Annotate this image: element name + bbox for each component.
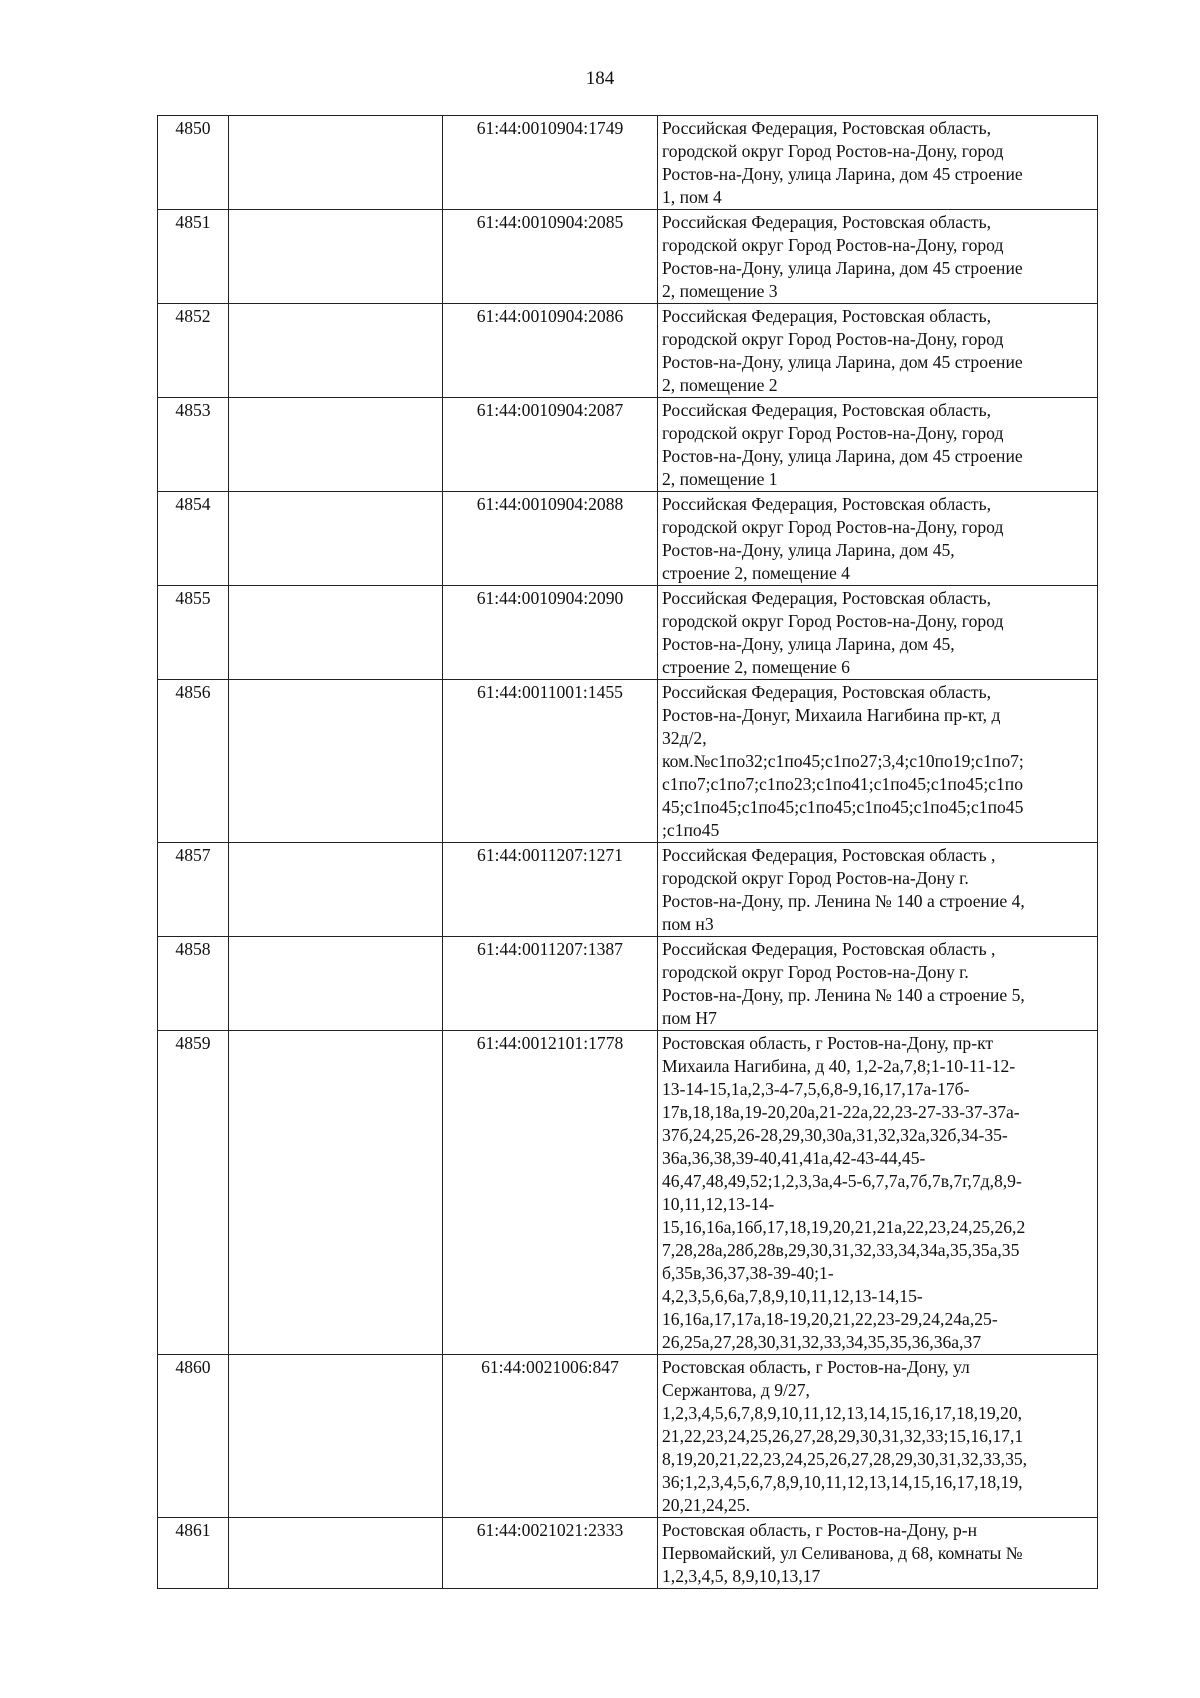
- address-cell: [658, 210, 1098, 304]
- empty-cell: [229, 937, 443, 1031]
- address-line: 2, помещение 2: [662, 375, 778, 395]
- address-cell: [658, 843, 1098, 937]
- address-line: городской округ Город Ростов-на-Дону, город: [662, 611, 1004, 631]
- address-line: Ростов-на-Дону, улица Ларина, дом 45 строение: [662, 258, 1023, 278]
- address-line: Российская Федерация, Ростовская область,: [662, 494, 992, 514]
- address-line: с1по7;с1по7;с1по23;с1по41;с1по45;с1по45;с1по: [662, 774, 1024, 794]
- address-line: Ростов-на-Донуг, Михаила Нагибина пр-кт, д: [662, 705, 1001, 725]
- address-line: 45;с1по45;с1по45;с1по45;с1по45;с1по45;с1по45: [662, 797, 1024, 817]
- address-line: пом Н7: [662, 1008, 717, 1028]
- empty-cell: [229, 680, 443, 843]
- address-line: 21,22,23,24,25,26,27,28,29,30,31,32,33;15,16,17,1: [662, 1426, 1024, 1446]
- address-line: строение 2, помещение 6: [662, 657, 850, 677]
- address-line: городской округ Город Ростов-на-Дону г.: [662, 962, 969, 982]
- address-line: 20,21,24,25.: [662, 1495, 750, 1515]
- address-line: 1,2,3,4,5, 8,9,10,13,17: [662, 1566, 821, 1586]
- address-line: 1,2,3,4,5,6,7,8,9,10,11,12,13,14,15,16,17,18,19,20,: [662, 1403, 1023, 1423]
- address-line: 13-14-15,1а,2,3-4-7,5,6,8-9,16,17,17а-17б-: [662, 1079, 970, 1099]
- address-line: ком.№с1по32;с1по45;с1по27;3,4;с10по19;с1по7;: [662, 751, 1024, 771]
- cadastral-number-cell: 61:44:0010904:1749: [443, 116, 658, 210]
- cadastral-number-cell: 61:44:0011207:1271: [443, 843, 658, 937]
- address-cell: [658, 492, 1098, 586]
- address-cell: [658, 116, 1098, 210]
- empty-cell: [229, 586, 443, 680]
- empty-cell: [229, 304, 443, 398]
- row-number-cell: 4854: [158, 492, 229, 586]
- row-number-cell: 4855: [158, 586, 229, 680]
- table-row: [158, 843, 1098, 937]
- empty-cell: [229, 210, 443, 304]
- table-row: [158, 586, 1098, 680]
- address-cell: [658, 1518, 1098, 1589]
- row-number-cell: 4860: [158, 1355, 229, 1518]
- address-cell: [658, 680, 1098, 843]
- address-line: 2, помещение 3: [662, 281, 778, 301]
- table-row: [158, 1355, 1098, 1518]
- table-row: [158, 116, 1098, 210]
- address-line: б,35в,36,37,38-39-40;1-: [662, 1263, 834, 1283]
- address-line: Российская Федерация, Ростовская область,: [662, 212, 992, 232]
- table-row: [158, 1031, 1098, 1355]
- address-line: 8,19,20,21,22,23,24,25,26,27,28,29,30,31,32,33,35,: [662, 1449, 1028, 1469]
- registry-table: [157, 115, 1098, 1589]
- address-line: 2, помещение 1: [662, 469, 778, 489]
- address-line: Российская Федерация, Ростовская область,: [662, 306, 992, 326]
- address-line: 26,25а,27,28,30,31,32,33,34,35,35,36,36а,37: [662, 1332, 982, 1352]
- address-line: Российская Федерация, Ростовская область,: [662, 118, 992, 138]
- row-number-cell: 4850: [158, 116, 229, 210]
- address-line: Михаила Нагибина, д 40, 1,2-2а,7,8;1-10-11-12-: [662, 1056, 1016, 1076]
- address-line: Ростов-на-Дону, улица Ларина, дом 45,: [662, 634, 955, 654]
- row-number-cell: 4851: [158, 210, 229, 304]
- empty-cell: [229, 492, 443, 586]
- address-cell: [658, 1355, 1098, 1518]
- address-line: строение 2, помещение 4: [662, 563, 850, 583]
- address-line: городской округ Город Ростов-на-Дону, город: [662, 423, 1004, 443]
- table-row: [158, 210, 1098, 304]
- row-number-cell: 4853: [158, 398, 229, 492]
- cadastral-number-cell: 61:44:0011001:1455: [443, 680, 658, 843]
- address-line: 7,28,28а,28б,28в,29,30,31,32,33,34,34а,35,35а,35: [662, 1240, 1020, 1260]
- address-line: Российская Федерация, Ростовская область,: [662, 588, 992, 608]
- cadastral-number-cell: 61:44:0010904:2085: [443, 210, 658, 304]
- address-line: 36а,36,38,39-40,41,41а,42-43-44,45-: [662, 1148, 926, 1168]
- address-cell: [658, 937, 1098, 1031]
- address-line: 10,11,12,13-14-: [662, 1194, 775, 1214]
- address-line: Ростов-на-Дону, пр. Ленина № 140 а строение 4,: [662, 891, 1025, 911]
- row-number-cell: 4856: [158, 680, 229, 843]
- address-line: Ростов-на-Дону, улица Ларина, дом 45 строение: [662, 446, 1023, 466]
- address-line: Ростов-на-Дону, улица Ларина, дом 45,: [662, 540, 955, 560]
- empty-cell: [229, 116, 443, 210]
- address-line: 16,16а,17,17а,18-19,20,21,22,23-29,24,24а,25-: [662, 1309, 998, 1329]
- cadastral-number-cell: 61:44:0010904:2086: [443, 304, 658, 398]
- table-row: [158, 398, 1098, 492]
- row-number-cell: 4852: [158, 304, 229, 398]
- cadastral-number-cell: 61:44:0010904:2090: [443, 586, 658, 680]
- cadastral-number-cell: 61:44:0021021:2333: [443, 1518, 658, 1589]
- address-line: Российская Федерация, Ростовская область ,: [662, 939, 996, 959]
- address-line: 4,2,3,5,6,6а,7,8,9,10,11,12,13-14,15-: [662, 1286, 923, 1306]
- row-number-cell: 4857: [158, 843, 229, 937]
- table-row: [158, 304, 1098, 398]
- address-line: 1, пом 4: [662, 187, 722, 207]
- address-line: пом н3: [662, 914, 714, 934]
- page-number: 184: [585, 68, 615, 89]
- address-line: Ростовская область, г Ростов-на-Дону, р-н: [662, 1520, 978, 1540]
- address-line: Ростов-на-Дону, пр. Ленина № 140 а строение 5,: [662, 985, 1025, 1005]
- registry-table-body: [158, 116, 1098, 1589]
- address-line: 17в,18,18а,19-20,20а,21-22а,22,23-27-33-37-37а-: [662, 1102, 1020, 1122]
- row-number-cell: 4861: [158, 1518, 229, 1589]
- address-cell: [658, 586, 1098, 680]
- address-line: городской округ Город Ростов-на-Дону г.: [662, 868, 969, 888]
- address-line: Российская Федерация, Ростовская область ,: [662, 845, 996, 865]
- address-line: Ростов-на-Дону, улица Ларина, дом 45 строение: [662, 352, 1023, 372]
- address-line: Первомайский, ул Селиванова, д 68, комнаты №: [662, 1543, 1023, 1563]
- address-line: 15,16,16а,16б,17,18,19,20,21,21а,22,23,24,25,26,2: [662, 1217, 1026, 1237]
- address-line: 46,47,48,49,52;1,2,3,3а,4-5-6,7,7а,7б,7в,7г,7д,8,9-: [662, 1171, 1022, 1191]
- address-line: городской округ Город Ростов-на-Дону, город: [662, 329, 1004, 349]
- address-cell: [658, 398, 1098, 492]
- address-line: Ростов-на-Дону, улица Ларина, дом 45 строение: [662, 164, 1023, 184]
- address-line: 37б,24,25,26-28,29,30,30а,31,32,32а,32б,34-35-: [662, 1125, 1008, 1145]
- empty-cell: [229, 1518, 443, 1589]
- table-row: [158, 492, 1098, 586]
- address-line: городской округ Город Ростов-на-Дону, город: [662, 517, 1004, 537]
- address-line: Ростовская область, г Ростов-на-Дону, пр-кт: [662, 1033, 994, 1053]
- cadastral-number-cell: 61:44:0021006:847: [443, 1355, 658, 1518]
- empty-cell: [229, 843, 443, 937]
- table-row: [158, 937, 1098, 1031]
- cadastral-number-cell: 61:44:0010904:2088: [443, 492, 658, 586]
- address-line: городской округ Город Ростов-на-Дону, город: [662, 141, 1004, 161]
- row-number-cell: 4858: [158, 937, 229, 1031]
- address-line: ;с1по45: [662, 820, 720, 840]
- empty-cell: [229, 1031, 443, 1355]
- empty-cell: [229, 1355, 443, 1518]
- cadastral-number-cell: 61:44:0010904:2087: [443, 398, 658, 492]
- address-line: городской округ Город Ростов-на-Дону, город: [662, 235, 1004, 255]
- row-number-cell: 4859: [158, 1031, 229, 1355]
- address-line: 36;1,2,3,4,5,6,7,8,9,10,11,12,13,14,15,16,17,18,19,: [662, 1472, 1023, 1492]
- table-row: [158, 680, 1098, 843]
- cadastral-number-cell: 61:44:0011207:1387: [443, 937, 658, 1031]
- cadastral-number-cell: 61:44:0012101:1778: [443, 1031, 658, 1355]
- address-line: Ростовская область, г Ростов-на-Дону, ул: [662, 1357, 970, 1377]
- table-row: [158, 1518, 1098, 1589]
- address-cell: [658, 1031, 1098, 1355]
- address-line: Сержантова, д 9/27,: [662, 1380, 810, 1400]
- address-line: Российская Федерация, Ростовская область,: [662, 682, 992, 702]
- address-line: 32д/2,: [662, 728, 707, 748]
- address-line: Российская Федерация, Ростовская область,: [662, 400, 992, 420]
- empty-cell: [229, 398, 443, 492]
- address-cell: [658, 304, 1098, 398]
